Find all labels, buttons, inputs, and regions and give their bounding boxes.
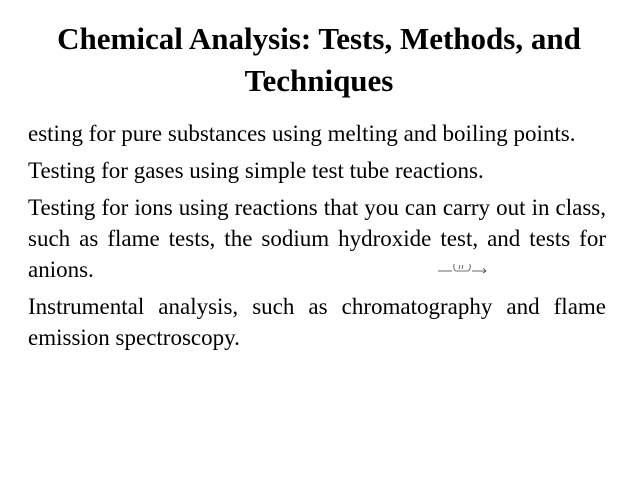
paragraph-ions: Testing for ions using reactions that you can carry out in class, such as flame tests, the sodium hydroxide test, and tests for anions. xyxy=(28,195,606,282)
annotation-mark-icon xyxy=(438,262,490,274)
paragraph-instrumental: Instrumental analysis, such as chromatography and flame emission spectroscopy. xyxy=(28,294,606,350)
slide-body xyxy=(28,118,606,359)
paragraph-pure-substances: esting for pure substances using melting and boiling points. xyxy=(28,121,576,146)
paragraph-gases: Testing for gases using simple test tube reactions. xyxy=(28,158,484,183)
slide-title: Chemical Analysis: Tests, Methods, and Techniques xyxy=(57,21,581,98)
